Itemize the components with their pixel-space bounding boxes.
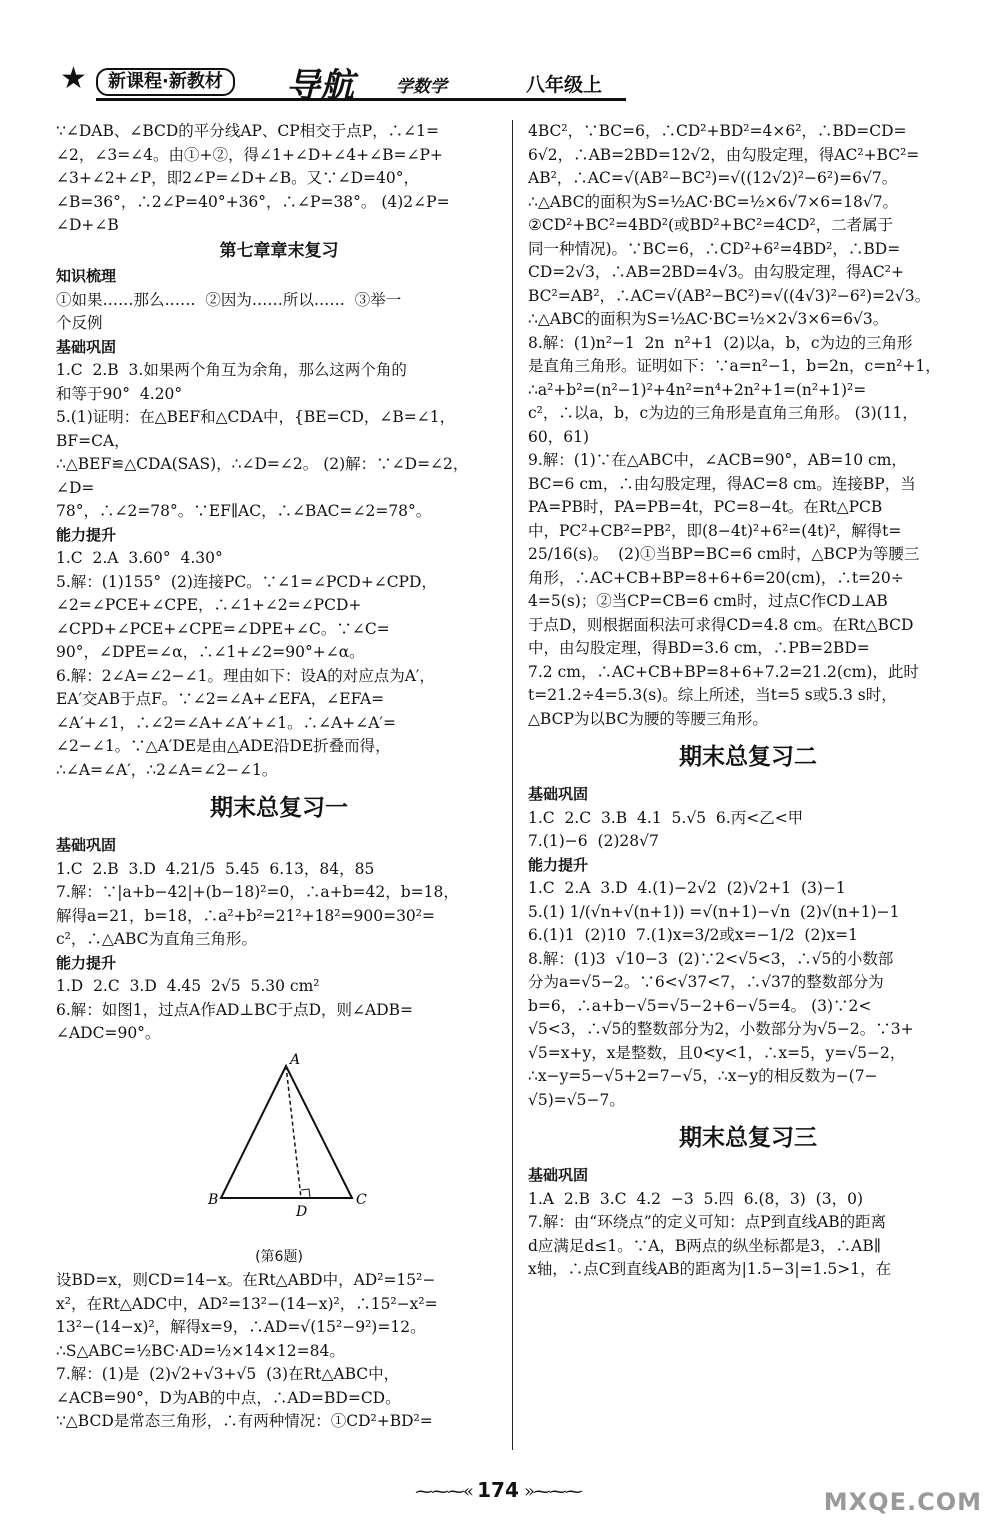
text-line: 中，由勾股定理，得BD=3.6 cm，∴PB=2BD=: [528, 639, 870, 657]
brand-logo: 导航: [286, 66, 354, 106]
watermark: MXQE.COM: [823, 1488, 982, 1516]
text-line: ∴△BEF≌△CDA(SAS)，∴∠D=∠2。 (2)解：∵∠D=∠2，∠D=: [56, 455, 469, 497]
text-line: ∵△BCD是常态三角形，∴有两种情况：①CD²+BD²=: [56, 1412, 433, 1430]
text-line: √5=x+y，x是整数，且0<y<1，∴x=5，y=√5−2，: [528, 1043, 906, 1062]
text-line: √5<3，∴√5的整数部分为2，小数部分为√5−2。∵3+: [528, 1020, 914, 1038]
subject-label: 学数学: [396, 77, 447, 97]
grade-label: 八年级上: [526, 74, 603, 96]
text-line: 7.(1)−6 (2)28√7: [528, 832, 659, 850]
text-line: 1.D 2.C 3.D 4.45 2√5 5.30 cm²: [56, 977, 320, 995]
text-line: EA′交AB于点F。∵∠2=∠A+∠EFA，∠EFA=: [56, 690, 385, 708]
page-header: [56, 58, 626, 108]
text-line: ∠D+∠B: [56, 216, 119, 234]
ornament-left: ⁓⁓⁓«: [415, 1481, 473, 1502]
text-line: ∠3+∠2+∠P，即2∠P=∠D+∠B。又∵∠D=40°，: [56, 169, 420, 187]
subsection-heading: 知识梳理: [56, 267, 117, 285]
text-line: ∠ADC=90°。: [56, 1024, 161, 1042]
column-divider: [512, 120, 513, 1450]
text-line: 7.解：∵|a+b−42|+(b−18)²=0，∴a+b=42，b=18，: [56, 883, 459, 901]
text-line: 角形，∴AC+CB+BP=8+6+6=20(cm)，∴t=20÷: [528, 568, 904, 587]
subsection-heading: 基础巩固: [56, 836, 117, 854]
page-number: 174: [477, 1478, 519, 1502]
text-line: ∠2=∠PCE+∠CPE，∴∠1+∠2=∠PCD+: [56, 596, 362, 614]
text-line: ∴S△ABC=½BC·AD=½×14×12=84。: [56, 1341, 345, 1360]
text-line: 5.解：(1)155° (2)连接PC。∵∠1=∠PCD+∠CPD，: [56, 572, 437, 591]
triangle-abc: [221, 1066, 352, 1198]
text-line: CD=2√3，∴AB=2BD=4√3。由勾股定理，得AC²+: [528, 263, 904, 281]
text-line: 90°，∠DPE=∠α，∴∠1+∠2=90°+∠α。: [56, 643, 365, 661]
text-line: BC²=AB²，∴AC=√(AB²−BC²)=√((4√3)²−6²)=2√3。: [528, 286, 931, 305]
text-line: 中，PC²+CB²=PB²，即(8−4t)²+6²=(4t)²，解得t=: [528, 521, 902, 540]
text-line: 6.(1)1 (2)10 7.(1)x=3/2或x=−1/2 (2)x=1: [528, 926, 858, 944]
text-line: ∠B=36°，∴2∠P=40°+36°，∴∠P=38°。 (4)2∠P=: [56, 192, 450, 211]
text-line: 5.(1)证明：在△BEF和△CDA中，{BE=CD，∠B=∠1，BF=CA，: [56, 408, 456, 450]
text-line: ∠2−∠1。∵△A′DE是由△ADE沿DE折叠而得，: [56, 737, 391, 755]
subsection-heading: 能力提升: [56, 525, 117, 544]
text-line: x²，在Rt△ADC中，AD²=13²−(14−x)²，∴15²−x²=: [56, 1294, 438, 1313]
star-icon: ★: [60, 61, 87, 96]
text-line: 4BC²，∵BC=6，∴CD²+BD²=4×6²，∴BD=CD=: [528, 122, 907, 140]
text-line: ②CD²+BC²=4BD²(或BD²+BC²=4CD²，二者属于: [528, 216, 894, 234]
text-line: 9.解：(1)∵在△ABC中，∠ACB=90°，AB=10 cm，: [528, 451, 907, 469]
text-line: 同一种情况)。∵BC=6，∴CD²+6²=4BD²，∴BD=: [528, 239, 901, 258]
text-line: 6√2，∴AB=2BD=12√2，由勾股定理，得AC²+BC²=: [528, 145, 920, 164]
text-line: 个反例: [56, 314, 103, 332]
text-line: t=21.2÷4=5.3(s)。综上所述，当t=5 s或5.3 s时，: [528, 686, 897, 704]
text-line: 8.解：(1)3 √10−3 (2)∵2<√5<3，∴√5的小数部: [528, 949, 894, 968]
text-line: ①如果……那么…… ②因为……所以…… ③举一: [56, 290, 402, 309]
text-line: 1.C 2.C 3.B 4.1 5.√5 6.丙<乙<甲: [528, 808, 804, 827]
text-line: ∴x−y=5−√5+2=7−√5，∴x−y的相反数为−(7−: [528, 1067, 878, 1085]
subsection-heading: 能力提升: [56, 953, 117, 972]
text-line: △BCP为以BC为腰的等腰三角形。: [528, 709, 768, 728]
triangle-diagram: [206, 1052, 376, 1222]
right-angle-mark: [301, 1189, 310, 1198]
text-line: √5)=√5−7。: [528, 1090, 625, 1109]
text-line: ∴△ABC的面积为S=½AC·BC=½×2√3×6=6√3。: [528, 310, 889, 328]
text-line: ∠CPD+∠PCE+∠CPE=∠DPE+∠C。∵∠C=: [56, 619, 390, 638]
text-line: 1.C 2.B 3.如果两个角互为余角，那么这两个角的: [56, 361, 407, 379]
triangle-figure: [56, 1046, 502, 1246]
text-line: 13²−(14−x)²，解得x=9，∴AD=√(15²−9²)=12。: [56, 1318, 426, 1336]
vertex-b-label: B: [208, 1191, 219, 1208]
altitude-ad: [286, 1066, 301, 1198]
right-column: [528, 120, 968, 1282]
text-line: 1.C 2.B 3.D 4.21/5 5.45 6.13，84，85: [56, 859, 375, 878]
text-line: ∵∠DAB、∠BCD的平分线AP、CP相交于点P，∴∠1=: [56, 122, 439, 140]
text-line: 25/16(s)。 (2)①当BP=BC=6 cm时，△BCP为等腰三: [528, 545, 920, 563]
text-line: BC=6 cm，∴由勾股定理，得AC=8 cm。连接BP，当: [528, 474, 916, 493]
text-line: AB²，∴AC=√(AB²−BC²)=√((12√2)²−6²)=6√7。: [528, 169, 898, 187]
text-line: 7.解：由“环绕点”的定义可知：点P到直线AB的距离: [528, 1213, 887, 1231]
text-line: 于点D，则根据面积法可求得CD=4.8 cm。在Rt△BCD: [528, 615, 914, 634]
figure-caption: (第6题): [255, 1248, 303, 1265]
left-column: [56, 120, 502, 1434]
ornament-right: »⁓⁓⁓: [523, 1481, 581, 1502]
text-line: c²，∴以a，b，c为边的三角形是直角三角形。 (3)(11，: [528, 404, 918, 422]
point-d-label: D: [296, 1203, 308, 1220]
text-line: ∴a²+b²=(n²−1)²+4n²=n⁴+2n²+1=(n²+1)²=: [528, 380, 867, 399]
section-heading: 期末总复习三: [679, 1125, 817, 1151]
text-line: ∠A′+∠1，∴∠2=∠A+∠A′+∠1。∴∠A+∠A′=: [56, 713, 396, 732]
text-line: x轴，∴点C到直线AB的距离为|1.5−3|=1.5>1，在: [528, 1260, 892, 1278]
section-heading: 第七章章末复习: [219, 240, 339, 261]
section-heading: 期末总复习一: [210, 795, 348, 821]
text-line: 是直角三角形。证明如下：∵a=n²−1，b=2n，c=n²+1，: [528, 357, 941, 375]
text-line: 分为a=√5−2。∵6<√37<7，∴√37的整数部分为: [528, 973, 884, 991]
text-line: 1.A 2.B 3.C 4.2 −3 5.四 6.(8，3) (3，0): [528, 1189, 863, 1208]
text-line: 7.2 cm，∴AC+CB+BP=8+6+7.2=21.2(cm)，此时: [528, 662, 919, 681]
text-line: 解得a=21，b=18，∴a²+b²=21²+18²=900=30²=: [56, 906, 435, 925]
text-line: 8.解：(1)n²−1 2n n²+1 (2)以a，b，c为边的三角形: [528, 333, 913, 352]
header-rule: [96, 98, 626, 101]
series-name: 新课程·新教材: [96, 68, 235, 96]
text-line: ∠ACB=90°，D为AB的中点，∴AD=BD=CD。: [56, 1388, 401, 1407]
text-line: 1.C 2.A 3.60° 4.30°: [56, 549, 223, 567]
text-line: ∴∠A=∠A′，∴2∠A=∠2−∠1。: [56, 760, 278, 779]
text-line: d应满足d≤1。∵A，B两点的纵坐标都是3，∴AB∥: [528, 1236, 881, 1255]
text-line: ∠2，∠3=∠4。由①+②，得∠1+∠D+∠4+∠B=∠P+: [56, 145, 443, 164]
subsection-heading: 基础巩固: [56, 337, 117, 356]
text-line: 78°，∴∠2=78°。∵EF∥AC，∴∠BAC=∠2=78°。: [56, 502, 432, 520]
text-line: c²，∴△ABC为直角三角形。: [56, 930, 258, 948]
text-line: 7.解：(1)是 (2)√2+√3+√5 (3)在Rt△ABC中，: [56, 1365, 400, 1383]
text-line: 60，61): [528, 427, 589, 446]
subsection-heading: 能力提升: [528, 855, 589, 874]
text-line: 和等于90° 4.20°: [56, 384, 183, 403]
text-line: b=6，∴a+b−√5=√5−2+6−√5=4。 (3)∵2<: [528, 996, 872, 1015]
subsection-heading: 基础巩固: [528, 1166, 589, 1184]
text-line: 4=5(s)；②当CP=CB=6 cm时，过点C作CD⊥AB: [528, 592, 888, 610]
text-line: 1.C 2.A 3.D 4.(1)−2√2 (2)√2+1 (3)−1: [528, 879, 846, 897]
text-line: 6.解：如图1，过点A作AD⊥BC于点D，则∠ADB=: [56, 1000, 413, 1019]
text-line: PA=PB时，PA=PB=4t，PC=8−4t。在Rt△PCB: [528, 498, 883, 516]
vertex-a-label: A: [290, 1051, 301, 1068]
vertex-c-label: C: [356, 1191, 367, 1208]
text-line: 5.(1) 1/(√n+√(n+1)) =√(n+1)−√n (2)√(n+1)−1: [528, 902, 900, 921]
subsection-heading: 基础巩固: [528, 785, 589, 803]
section-heading: 期末总复习二: [679, 744, 817, 770]
text-line: 6.解：2∠A=∠2−∠1。理由如下：设A的对应点为A′，: [56, 666, 435, 685]
text-line: 设BD=x，则CD=14−x。在Rt△ABD中，AD²=15²−: [56, 1271, 436, 1289]
text-line: ∴△ABC的面积为S=½AC·BC=½×6√7×6=18√7。: [528, 192, 899, 211]
